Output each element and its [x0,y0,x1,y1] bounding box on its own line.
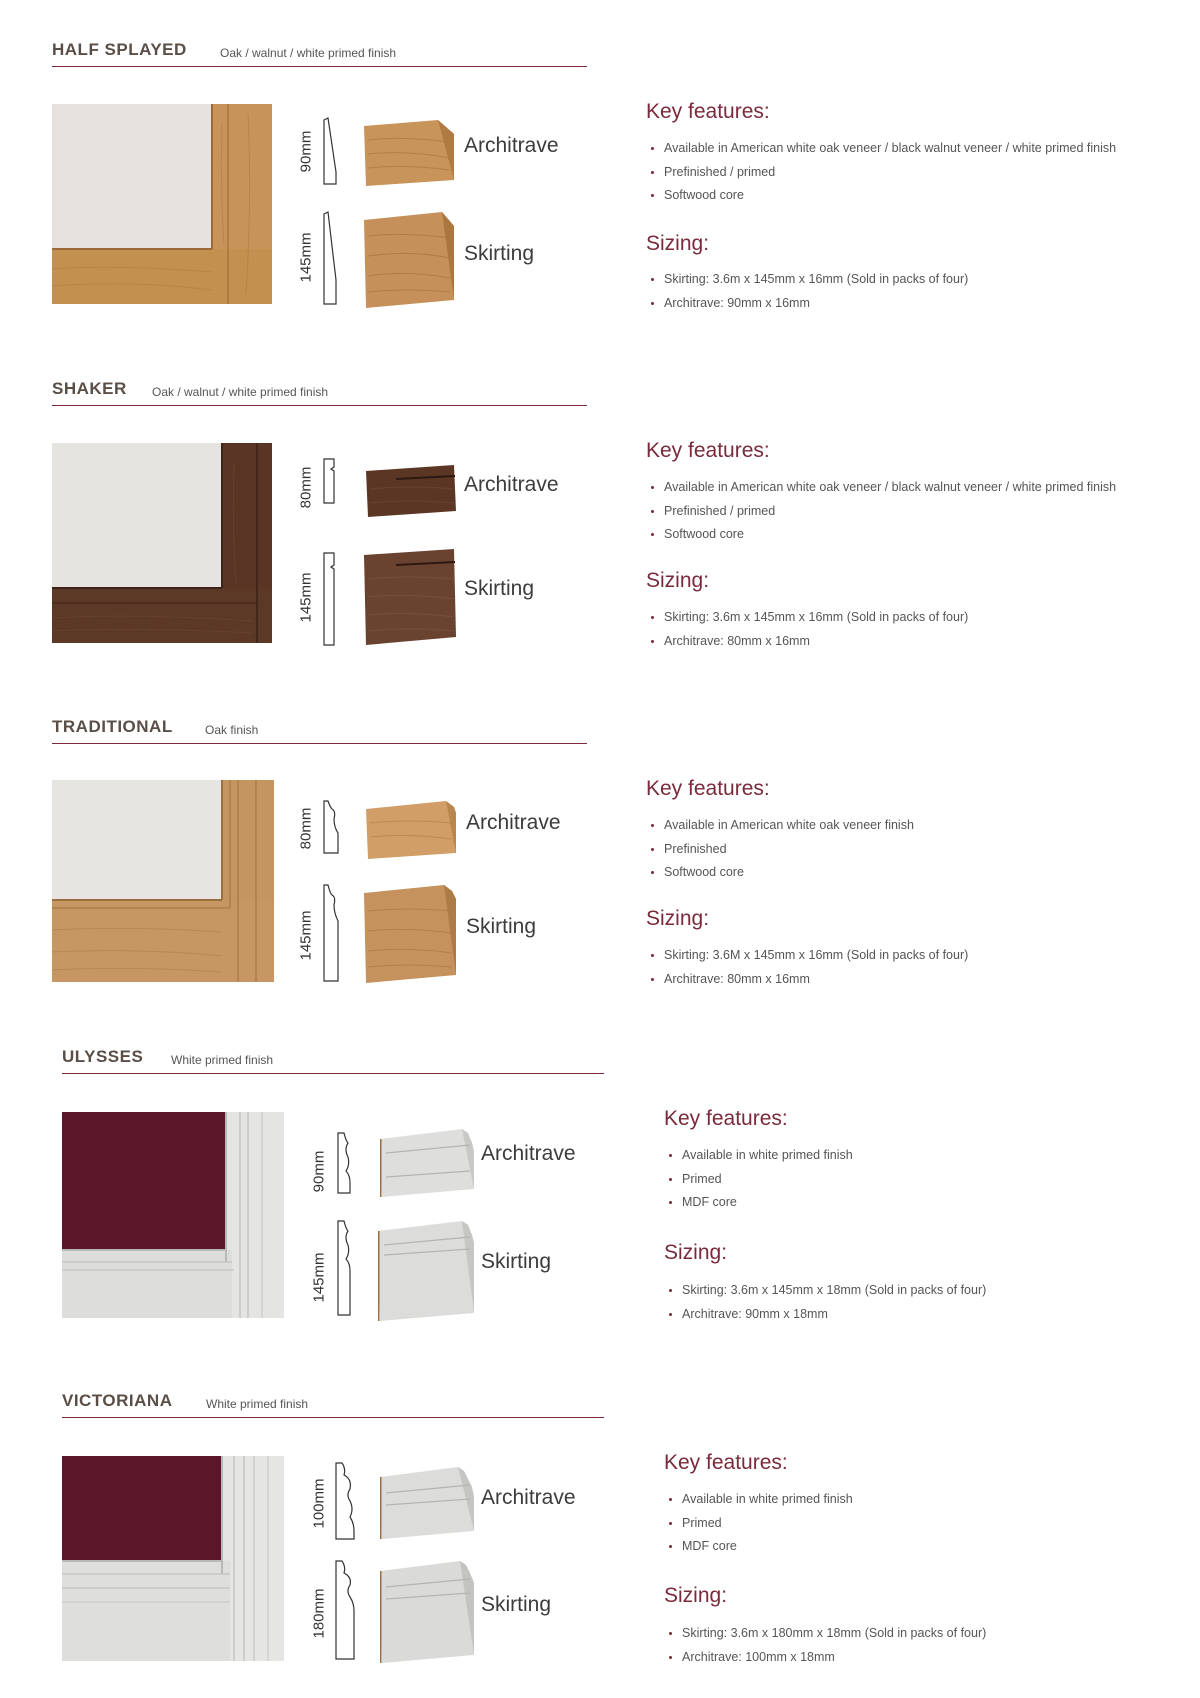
sizing-list [664,1282,1182,1329]
architrave-dimension: 80mm [297,466,315,509]
architrave-label: Architrave [464,134,559,157]
architrave-dimension: 90mm [310,1150,328,1193]
key-features-title: Key features: [646,439,770,462]
list-item: • Softwood core [664,187,1184,203]
architrave-dimension: 100mm [310,1478,328,1529]
architrave-sample [380,1129,476,1197]
skirting-dimension: 180mm [310,1588,328,1639]
section-header [52,715,587,744]
skirting-dimension: 145mm [297,910,315,961]
skirting-sample [364,885,458,983]
section-victoriana [0,1351,1200,1681]
section-header [62,1389,604,1418]
door-corner-photo [52,104,272,304]
section-header [52,377,587,406]
list-item: • Skirting: 3.6m x 145mm x 16mm (Sold in packs of four) [664,271,1184,287]
architrave-profile-outline [336,1131,352,1195]
skirting-profile-outline [334,1559,356,1661]
list-item: • Skirting: 3.6m x 145mm x 18mm (Sold in packs of four) [682,1282,1182,1298]
section-half-splayed [0,0,1200,330]
section-finish: Oak / walnut / white primed finish [152,385,329,399]
door-corner-photo [62,1456,284,1661]
list-item: • Primed [682,1171,1182,1187]
sizing-list [646,271,1184,318]
list-item: • Skirting: 3.6m x 180mm x 18mm (Sold in packs of four) [682,1625,1182,1641]
key-features-title: Key features: [646,777,770,800]
key-features-list [664,1491,1182,1562]
list-item: • Available in American white oak veneer finish [664,817,1184,833]
skirting-sample [364,212,456,308]
section-header [52,38,587,67]
list-item: • Architrave: 80mm x 16mm [664,633,1184,649]
architrave-dimension: 90mm [297,130,315,173]
list-item: • Available in American white oak veneer / black walnut veneer / white primed finish [664,479,1184,495]
architrave-sample [364,120,456,186]
sizing-title: Sizing: [664,1241,728,1264]
skirting-label: Skirting [464,577,535,600]
door-corner-photo [52,780,274,982]
section-finish: White primed finish [171,1053,274,1067]
architrave-sample [366,465,458,517]
architrave-sample [366,801,458,859]
skirting-label: Skirting [481,1250,552,1273]
skirting-label: Skirting [466,915,537,938]
sizing-list [646,947,1184,994]
skirting-dimension: 145mm [297,232,315,283]
architrave-label: Architrave [466,811,561,834]
section-finish: Oak / walnut / white primed finish [220,46,397,60]
architrave-dimension: 80mm [297,807,315,850]
list-item: • Softwood core [664,864,1184,880]
skirting-profile-outline [322,551,336,647]
list-item: • Architrave: 90mm x 16mm [664,295,1184,311]
sizing-title: Sizing: [646,569,710,592]
sizing-list [664,1625,1182,1672]
door-corner-photo [52,443,272,643]
key-features-list [664,1147,1182,1218]
list-item: • Architrave: 90mm x 18mm [682,1306,1182,1322]
key-features-title: Key features: [646,100,770,123]
architrave-label: Architrave [464,473,559,496]
list-item: • Softwood core [664,526,1184,542]
key-features-list [646,140,1184,211]
sizing-title: Sizing: [664,1584,728,1607]
architrave-profile-outline [322,799,340,855]
key-features-title: Key features: [664,1451,788,1474]
section-title: SHAKER [52,379,127,398]
skirting-profile-outline [322,210,338,306]
section-title: VICTORIANA [62,1391,173,1410]
list-item: • Architrave: 100mm x 18mm [682,1649,1182,1665]
skirting-label: Skirting [464,242,535,265]
architrave-profile-outline [334,1461,356,1541]
list-item: • Architrave: 80mm x 16mm [664,971,1184,987]
skirting-dimension: 145mm [310,1252,328,1303]
section-title: TRADITIONAL [52,717,173,736]
section-shaker [0,339,1200,669]
key-features-title: Key features: [664,1107,788,1130]
skirting-sample [364,549,458,645]
list-item: • Prefinished / primed [664,164,1184,180]
section-header [62,1045,604,1074]
skirting-label: Skirting [481,1593,552,1616]
architrave-label: Architrave [481,1142,576,1165]
list-item: • Skirting: 3.6m x 145mm x 16mm (Sold in packs of four) [664,609,1184,625]
sizing-list [646,609,1184,656]
list-item: • Available in white primed finish [682,1491,1182,1507]
skirting-sample [378,1221,476,1321]
list-item: • Prefinished / primed [664,503,1184,519]
list-item: • Prefinished [664,841,1184,857]
key-features-list [646,479,1184,550]
list-item: • Available in American white oak veneer / black walnut veneer / white primed finish [664,140,1184,156]
list-item: • Skirting: 3.6M x 145mm x 16mm (Sold in packs of four) [664,947,1184,963]
list-item: • Available in white primed finish [682,1147,1182,1163]
door-corner-photo [62,1112,284,1318]
list-item: • Primed [682,1515,1182,1531]
section-title: ULYSSES [62,1047,144,1066]
architrave-profile-outline [322,116,338,186]
sizing-title: Sizing: [646,232,710,255]
section-finish: White primed finish [206,1397,309,1411]
skirting-profile-outline [336,1219,352,1317]
architrave-profile-outline [322,457,336,505]
section-traditional [0,677,1200,1007]
key-features-list [646,817,1184,888]
section-finish: Oak finish [205,723,259,737]
sizing-title: Sizing: [646,907,710,930]
architrave-sample [380,1467,476,1539]
list-item: • MDF core [682,1538,1182,1554]
section-title: HALF SPLAYED [52,40,187,59]
skirting-profile-outline [322,883,340,983]
skirting-sample [380,1561,476,1663]
skirting-dimension: 145mm [297,572,315,623]
architrave-label: Architrave [481,1486,576,1509]
list-item: • MDF core [682,1194,1182,1210]
section-ulysses [0,1007,1200,1337]
